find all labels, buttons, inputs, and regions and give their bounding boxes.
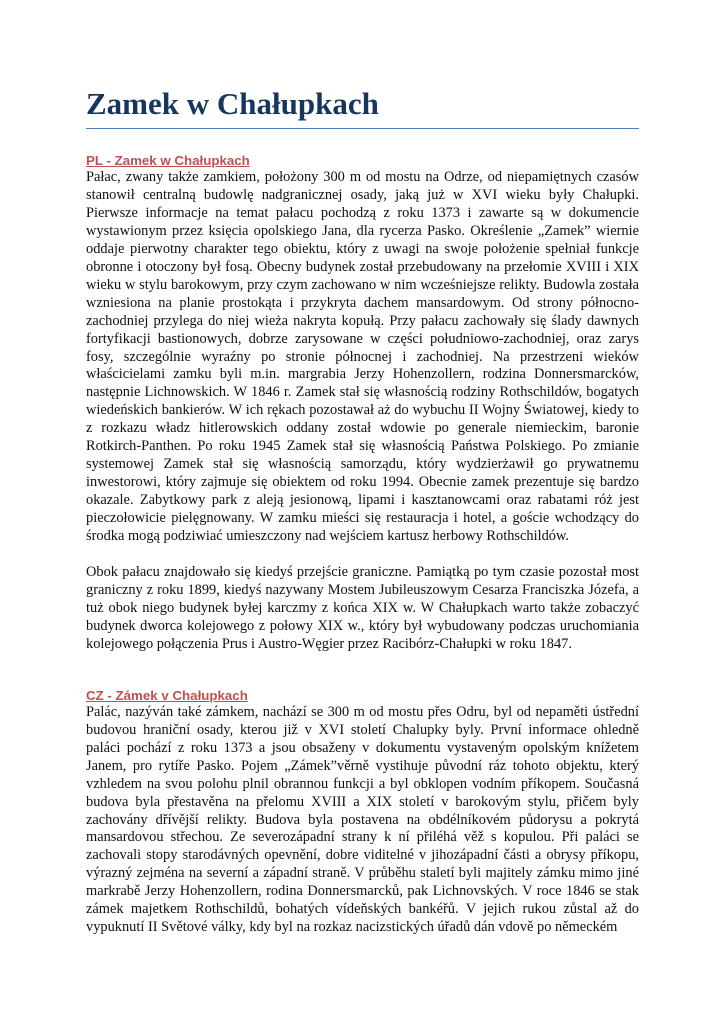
paragraph-pl-2: Obok pałacu znajdowało się kiedyś przejście graniczne. Pamiątką po tym czasie pozostał most graniczny z roku 1899, kiedyś nazywany Mostem Jubileuszowym Cesarza Franciszka Józefa, a tuż obok niego budynek byłej karczmy z końca XIX w. W Chałupkach warto także zobaczyć budynek dworca kolejowego z połowy XIX w., który był wybudowany podczas uruchomiania kolejowego połączenia Prus i Austro-Węgier przez Racibórz-Chałupki w roku 1847. <box>86 564 639 652</box>
paragraph-cz-1: Palác, nazýván také zámkem, nachází se 300 m od mostu přes Odru, byl od nepaměti ústřední budovou hraniční osady, kterou již v XVI století Chalupky byly. První informace ohledně paláci pochází z roku 1373 a jsou obsaženy v dokumentu vystaveným opolským knížetem Janem, pro rytíře Pasko. Pojem „Zámek”věrně vystihuje původní ráz tohoto objektu, který vzhledem na svou polohu plnil obrannou funkcji a byl obklopen vodním příkopem. Současná budova byla přestavěna na přelomu XVIII a XIX století v barokovým stylu, přičem byly zachovány dřívější relikty. Budova byla postavena na obdélníkovém půdorysu a pokrytá mansardovou střechou. Ze severozápadní strany k ní přiléhá věž s kopulou. Při paláci se zachovali stopy starodávných opevnění, dobre viditelné v jihozápadní části a obrysy příkopu, výrazný zejména na severní a západní straně. V průběhu staletí byli majitely zámku mimo jiné markrabě Jerzy Hohenzollern, rodina Donnersmarcků, pak Lichnovských. V roce 1846 se stak zámek majetkem Rothschildů, bohatých vídeňských bankéřů. V jejich rukou zůstal až do vypuknutí II Světové války, kdy byl na rozkaz nacizstických úřadů dán vdově po německém <box>86 703 639 936</box>
section-heading-cz: CZ - Zámek v Chałupkach <box>86 687 248 703</box>
paragraph-pl-1: Pałac, zwany także zamkiem, położony 300 m od mostu na Odrze, od niepamiętnych czasów stanowił centralną budowlę nadgranicznej osady, jaką już w XVI wieku były Chałupki. Pierwsze informacje na temat pałacu pochodzą z roku 1373 i zawarte są w dokumencie wystawionym przez księcia opolskiego Jana, dla rycerza Pasko. Określenie „Zamek” wiernie oddaje pierwotny charakter tego obiektu, który z uwagi na swoje położenie spełniał funkcje obronne i otoczony był fosą. Obecny budynek został przebudowany na przełomie XVIII i XIX wieku w stylu barokowym, przy czym zachowano w nim wcześniejsze relikty. Budowla została wzniesiona na planie prostokąta i przykryta dachem mansardowym. Od strony północno-zachodniej przylega do niej wieża nakryta kopułą. Przy pałacu zachowały się ślady dawnych fortyfikacji bastionowych, dobrze zarysowane w części południowo-zachodniej, oraz zarys fosy, szczególnie wyraźny po stronie północnej i zachodniej. Na przestrzeni wieków właścicielami zamku byli m.in. margrabia Jerzy Hohenzollern, rodzina Donnersmarcków, następnie Lichnowskich. W 1846 r. Zamek stał się własnością rodziny Rothschildów, bogatych wiedeńskich bankierów. W ich rękach pozostawał aż do wybuchu II Wojny Światowej, kiedy to z rozkazu władz hitlerowskich oddany został wdowie po generale niemieckim, baronie Rotkirch-Panthen. Po roku 1945 Zamek stał się własnością Państwa Polskiego. Po zmianie systemowej Zamek stał się własnością samorządu, który wydzierżawił go prywatnemu inwestorowi, który zajmuje się obiektem od roku 1994. Obecnie zamek prezentuje się bardzo okazale. Zabytkowy park z aleją jesionową, lipami i kasztanowcami oraz rabatami róż jest pieczołowicie pielęgnowany. W zamku mieści się restauracja i hotel, a goście wchodzący do środka mogą podziwiać umieszczony nad wejściem kartusz herbowy Rothschildów. <box>86 169 639 545</box>
document-title: Zamek w Chałupkach <box>86 86 639 129</box>
section-heading-pl: PL - Zamek w Chałupkach <box>86 153 250 168</box>
